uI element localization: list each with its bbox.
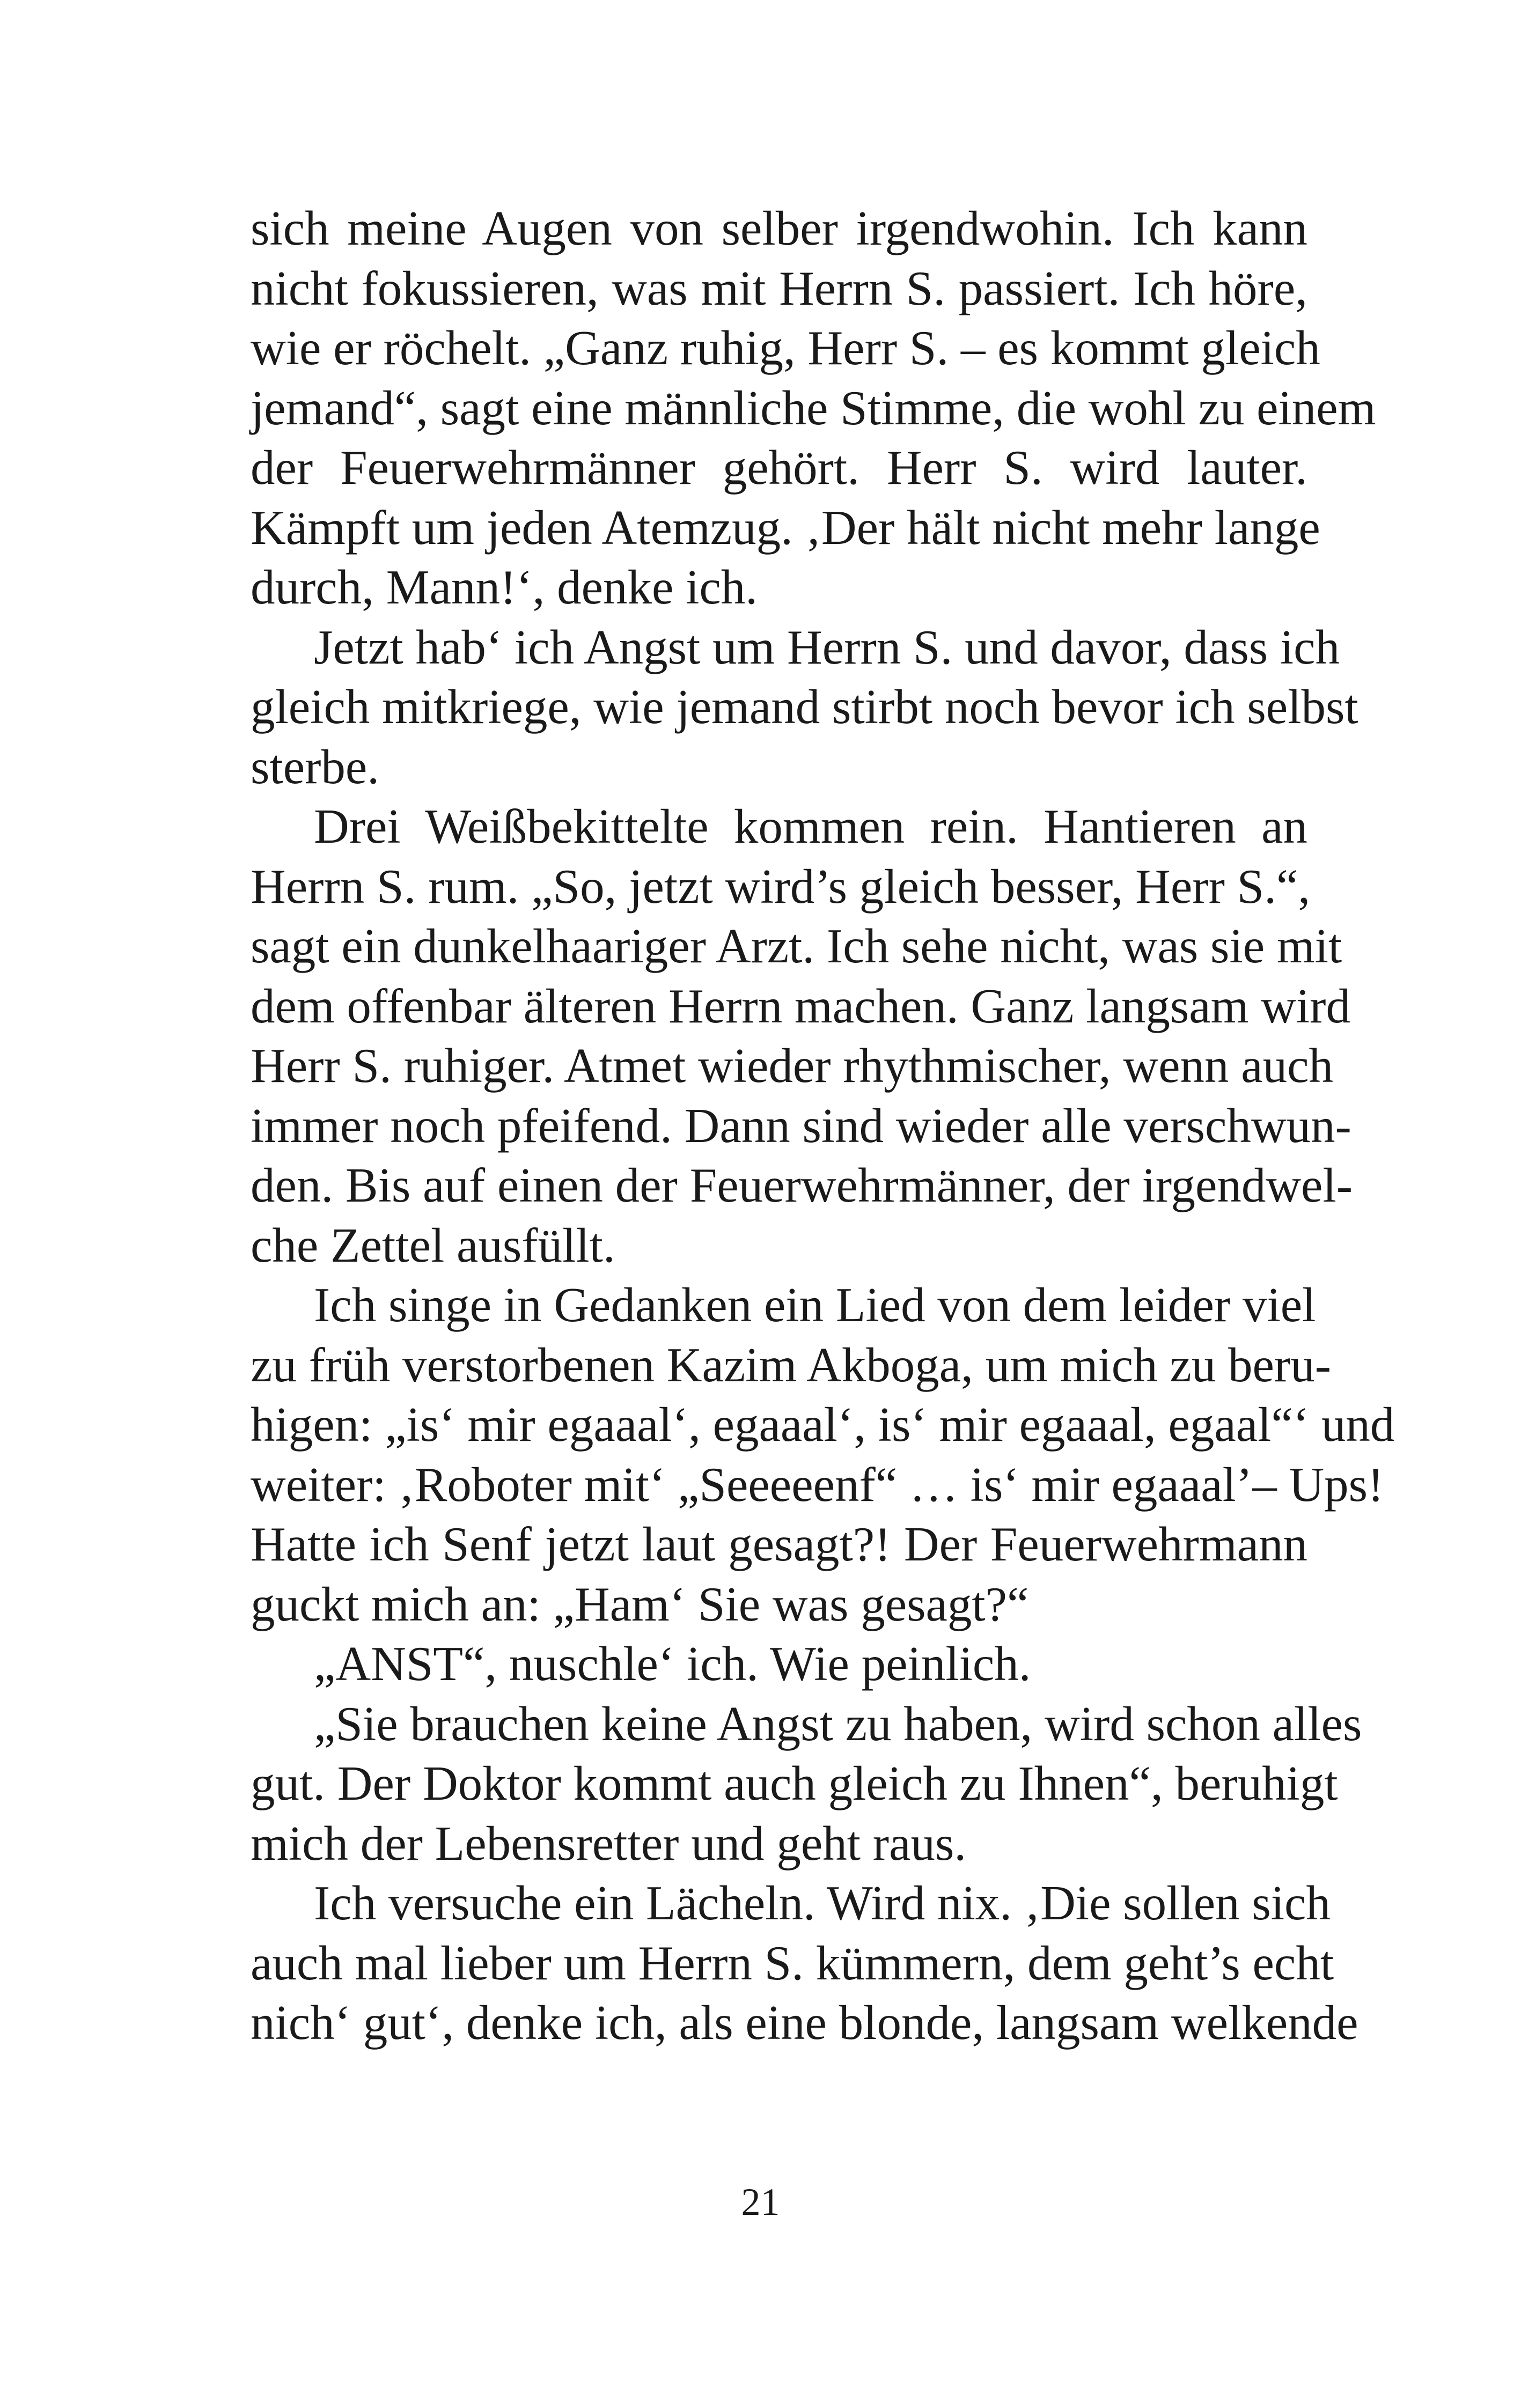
text-line: dem offenbar älteren Herrn machen. Ganz langsam wird xyxy=(251,978,1350,1033)
text-line: mich der Lebensretter und geht raus. xyxy=(251,1816,967,1871)
text-line: Kämpft um jeden Atemzug. ‚Der hält nicht mehr lange xyxy=(251,500,1320,555)
text-line: weiter: ‚Roboter mit‘ „Seeeeenf“ … is‘ mir egaaal’– Ups! xyxy=(251,1457,1384,1512)
text-line: nicht fokussieren, was mit Herrn S. passiert. Ich höre, xyxy=(251,261,1307,315)
text-line: der Feuerwehrmänner gehört. Herr S. wird lauter. xyxy=(251,440,1307,495)
text-line: guckt mich an: „Ham‘ Sie was gesagt?“ xyxy=(251,1577,1029,1631)
text-line: nich‘ gut‘, denke ich, als eine blonde, langsam welkende xyxy=(251,1995,1358,2050)
text-line: Jetzt hab‘ ich Angst um Herrn S. und davor, dass ich xyxy=(314,620,1340,674)
text-line: den. Bis auf einen der Feuerwehrmänner, der irgendwel- xyxy=(251,1158,1353,1212)
text-line: Hatte ich Senf jetzt laut gesagt?! Der Feuerwehrmann xyxy=(251,1517,1307,1571)
text-line: Herrn S. rum. „So, jetzt wird’s gleich besser, Herr S.“, xyxy=(251,859,1311,914)
text-line: durch, Mann!‘, denke ich. xyxy=(251,560,758,614)
text-line: che Zettel ausfüllt. xyxy=(251,1218,615,1272)
text-line: Ich singe in Gedanken ein Lied von dem leider viel xyxy=(314,1278,1316,1332)
text-line: sagt ein dunkelhaariger Arzt. Ich sehe nicht, was sie mit xyxy=(251,919,1342,973)
text-line: gut. Der Doktor kommt auch gleich zu Ihnen“, beruhigt xyxy=(251,1756,1338,1810)
text-line: sich meine Augen von selber irgendwohin. Ich kann xyxy=(251,201,1307,255)
text-line: gleich mitkriege, wie jemand stirbt noch bevor ich selbst xyxy=(251,680,1358,734)
text-line: „Sie brauchen keine Angst zu haben, wird schon alles xyxy=(314,1696,1362,1751)
text-line: „ANST“, nuschle‘ ich. Wie peinlich. xyxy=(314,1637,1031,1691)
text-line: sterbe. xyxy=(251,739,380,794)
text-line: wie er röchelt. „Ganz ruhig, Herr S. – es kommt gleich xyxy=(251,321,1320,375)
text-line: immer noch pfeifend. Dann sind wieder alle verschwun- xyxy=(251,1098,1351,1153)
text-line: Herr S. ruhiger. Atmet wieder rhythmischer, wenn auch xyxy=(251,1039,1333,1093)
text-line: jemand“, sagt eine männliche Stimme, die wohl zu einem xyxy=(251,380,1376,435)
body-text xyxy=(251,198,1395,2053)
text-line: Drei Weißbekittelte kommen rein. Hantieren an xyxy=(314,799,1307,853)
text-line: auch mal lieber um Herrn S. kümmern, dem geht’s echt xyxy=(251,1935,1334,1990)
text-line: higen: „is‘ mir egaaal‘, egaaal‘, is‘ mir egaaal, egaal“‘ und xyxy=(251,1397,1395,1452)
text-line: Ich versuche ein Lächeln. Wird nix. ‚Die sollen sich xyxy=(314,1876,1331,1930)
text-line: zu früh verstorbenen Kazim Akboga, um mich zu beru- xyxy=(251,1337,1331,1392)
page-number: 21 xyxy=(741,2181,780,2223)
